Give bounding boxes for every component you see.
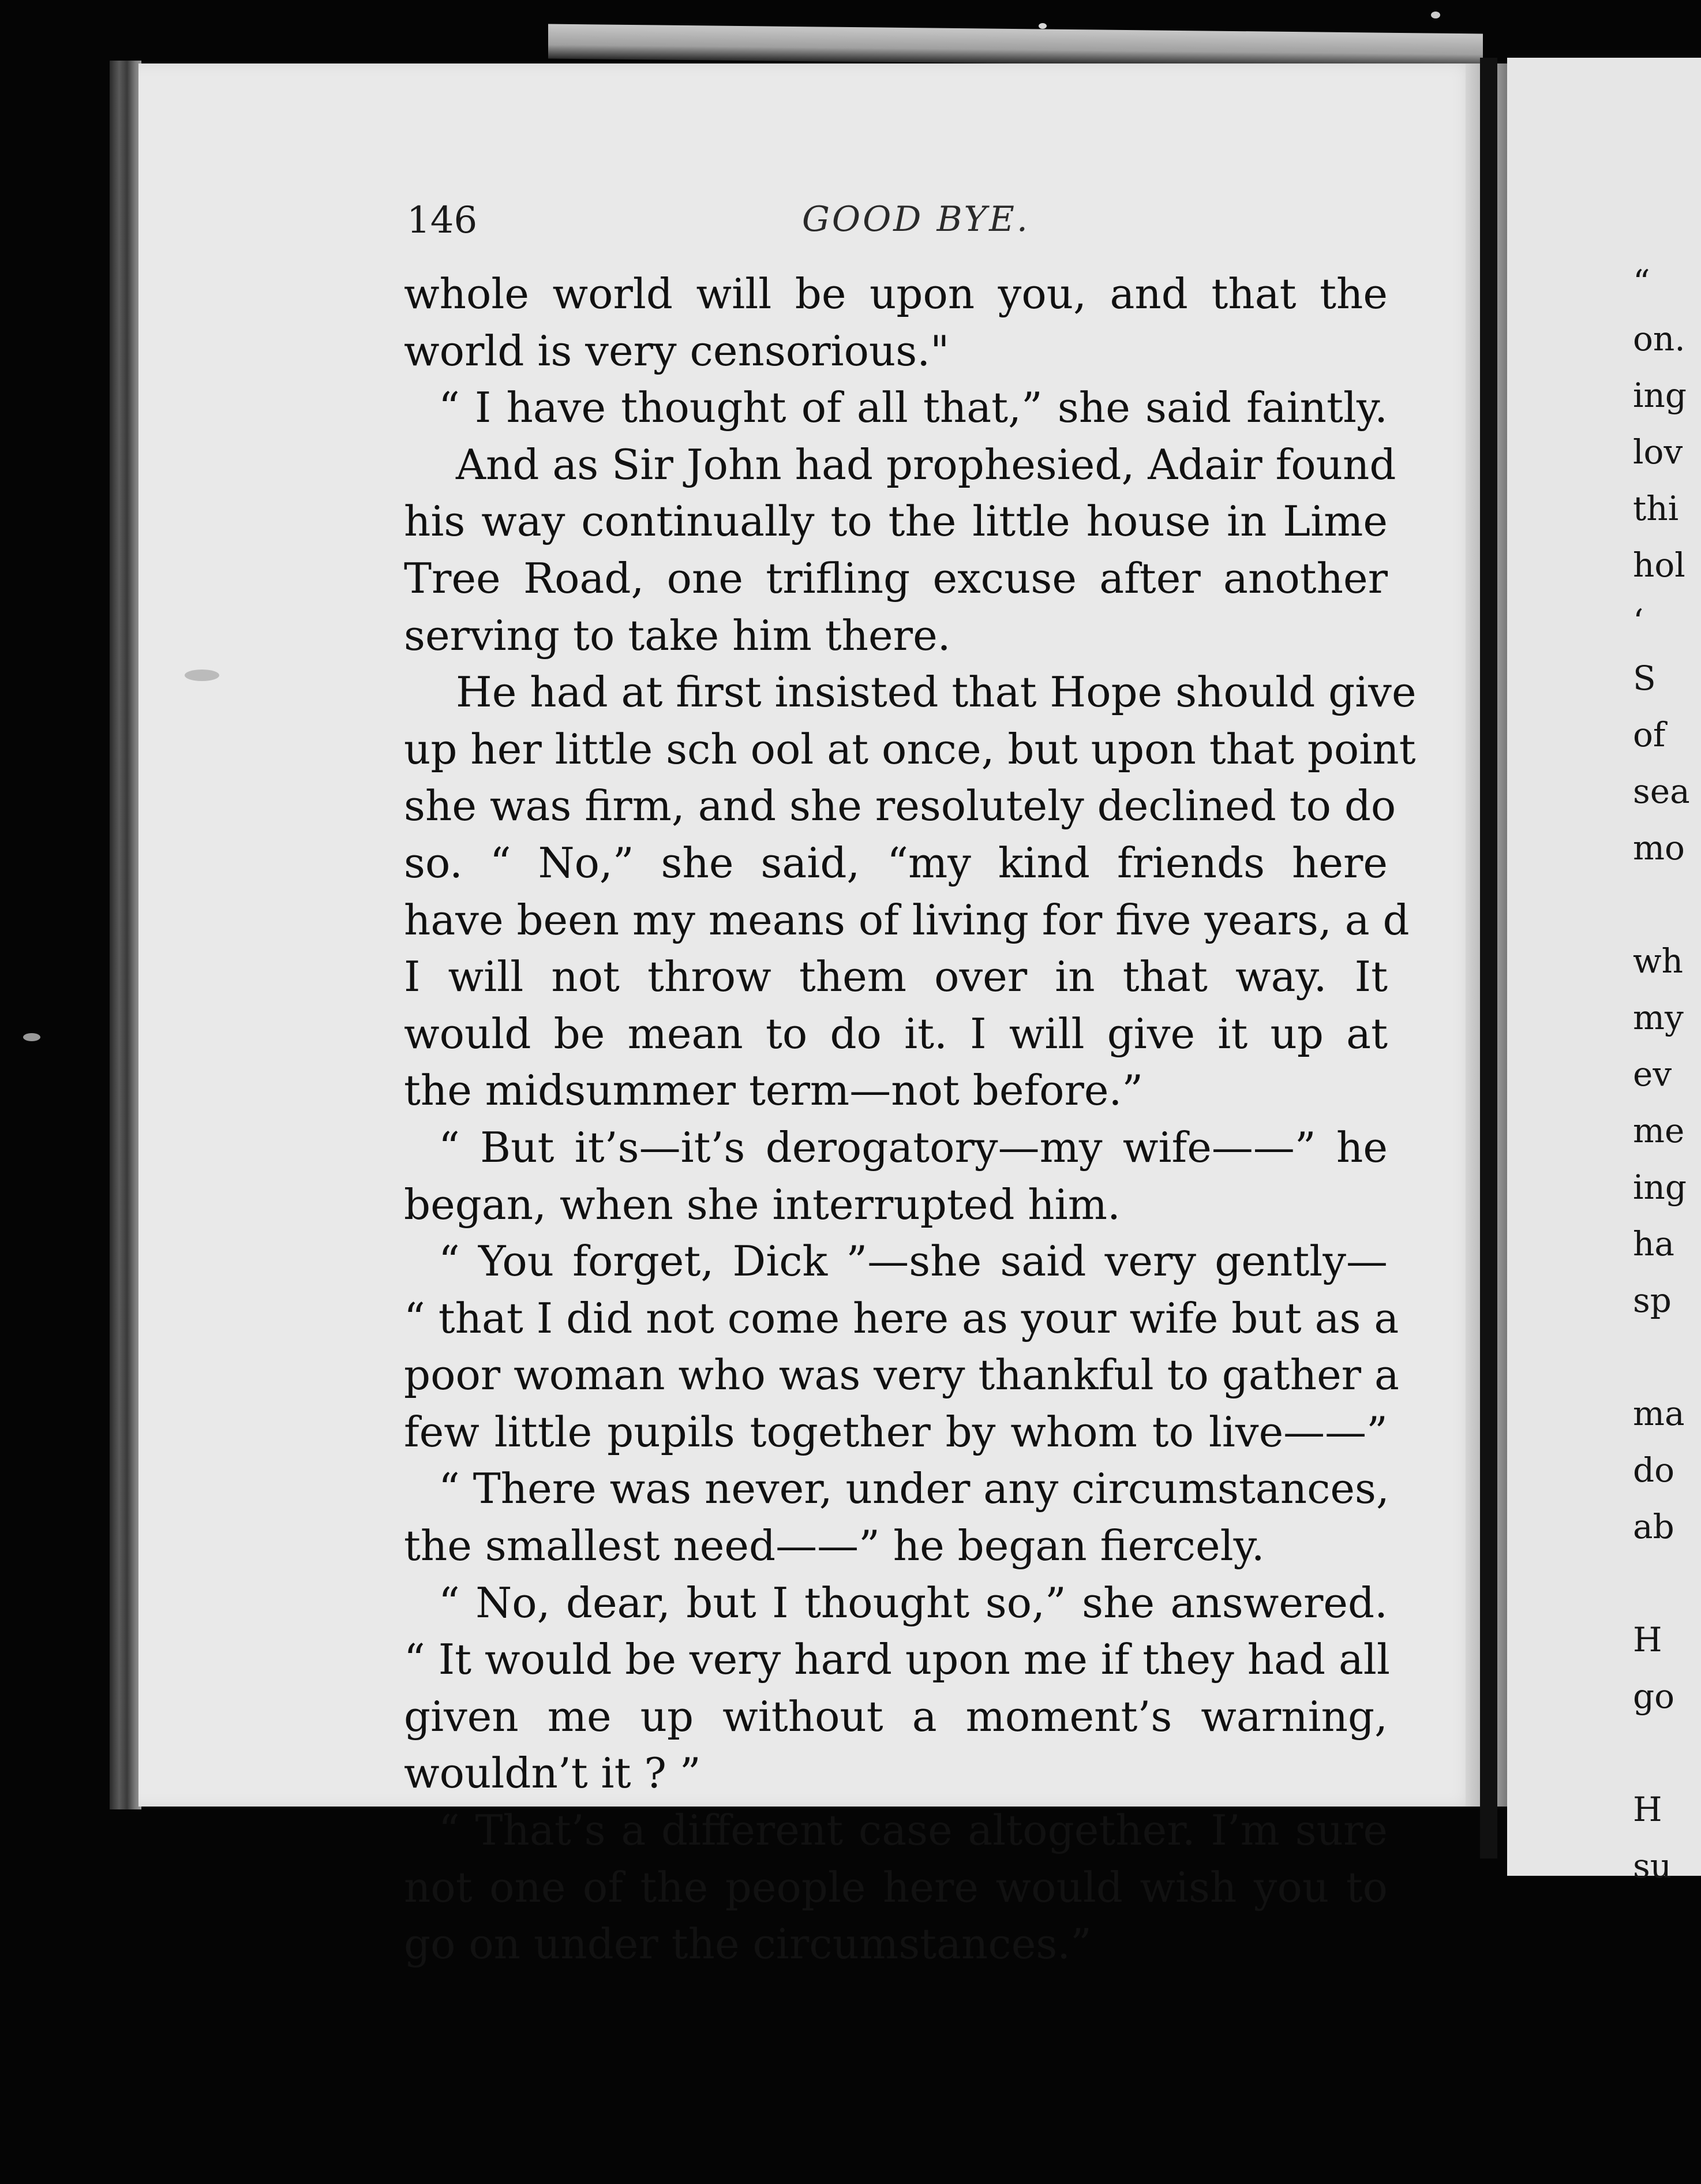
facing-line-fragment: wh bbox=[1633, 941, 1683, 981]
text-line: world is very censorious." bbox=[404, 326, 950, 375]
dust-speck bbox=[1431, 12, 1440, 18]
facing-line-fragment: sea bbox=[1633, 772, 1690, 811]
facing-line-fragment: ev bbox=[1633, 1054, 1672, 1094]
facing-line-fragment: go bbox=[1633, 1677, 1675, 1716]
text-line: so. “ No,” she said, “my kind friends here bbox=[404, 838, 1388, 887]
text-line: “ I have thought of all that,” she said faintly. bbox=[439, 383, 1388, 432]
page-number: 146 bbox=[407, 199, 478, 242]
facing-line-fragment bbox=[1633, 1329, 1690, 1385]
facing-line-fragment: ab bbox=[1633, 1507, 1674, 1546]
text-line: have been my means of living for five years, a d bbox=[404, 895, 1410, 944]
text-line: Tree Road, one trifling excuse after another bbox=[404, 554, 1388, 603]
facing-line-fragment bbox=[1633, 1555, 1690, 1611]
dust-speck bbox=[1039, 23, 1047, 29]
facing-line-fragment: do bbox=[1633, 1450, 1675, 1490]
facing-line-fragment: ‘ bbox=[1633, 602, 1644, 641]
running-title: GOOD BYE. bbox=[802, 199, 1031, 240]
text-line: his way continually to the little house in Lime bbox=[404, 497, 1388, 546]
facing-line-fragment: sp bbox=[1633, 1281, 1672, 1320]
facing-line-fragment: ing bbox=[1633, 376, 1687, 415]
facing-page-text bbox=[1633, 254, 1690, 1894]
text-line: go on under the circumstances.” bbox=[404, 1920, 1092, 1969]
text-line: “ But it’s—it’s derogatory—my wife——” he bbox=[439, 1123, 1388, 1172]
facing-line-fragment: on. bbox=[1633, 319, 1685, 358]
facing-line-fragment: ha bbox=[1633, 1224, 1674, 1263]
text-line: “ It would be very hard upon me if they had all bbox=[404, 1635, 1390, 1684]
facing-line-fragment: of bbox=[1633, 715, 1666, 754]
text-line: not one of the people here would wish you to bbox=[404, 1863, 1388, 1912]
text-line: the midsummer term—not before.” bbox=[404, 1066, 1144, 1115]
facing-line-fragment: me bbox=[1633, 1111, 1685, 1150]
text-line: given me up without a moment’s warning, bbox=[404, 1692, 1388, 1741]
facing-line-fragment: “ bbox=[1633, 263, 1650, 302]
text-line: “ that I did not come here as your wife but as a bbox=[404, 1293, 1399, 1342]
text-line: “ That’s a different case altogether. I’m sure bbox=[439, 1806, 1388, 1855]
facing-line-fragment: ing bbox=[1633, 1168, 1687, 1207]
text-line: I will not throw them over in that way. It bbox=[404, 952, 1388, 1001]
facing-line-fragment bbox=[1633, 1725, 1690, 1781]
text-line: “ You forget, Dick ”—she said very gently— bbox=[439, 1237, 1388, 1286]
facing-line-fragment: S bbox=[1633, 659, 1656, 698]
page-body-text bbox=[404, 265, 1417, 1973]
facing-line-fragment: hol bbox=[1633, 545, 1685, 585]
text-line: wouldn’t it ? ” bbox=[404, 1749, 701, 1798]
dust-speck bbox=[23, 1033, 40, 1041]
facing-line-fragment: my bbox=[1633, 998, 1684, 1037]
text-line: “ There was never, under any circumstances, bbox=[439, 1464, 1389, 1513]
dust-speck bbox=[185, 670, 219, 681]
book-spine-edge bbox=[110, 61, 141, 1809]
text-line: the smallest need——” he began fiercely. bbox=[404, 1521, 1265, 1570]
facing-line-fragment: thi bbox=[1633, 489, 1679, 528]
text-line: He had at first insisted that Hope should give bbox=[456, 668, 1417, 717]
text-line: And as Sir John had prophesied, Adair found bbox=[456, 440, 1396, 489]
facing-line-fragment: mo bbox=[1633, 828, 1685, 867]
facing-line-fragment: lov bbox=[1633, 432, 1683, 472]
facing-line-fragment bbox=[1633, 876, 1690, 933]
text-line: would be mean to do it. I will give it up at bbox=[404, 1009, 1388, 1058]
facing-line-fragment: H bbox=[1633, 1790, 1662, 1829]
text-line: poor woman who was very thankful to gather a bbox=[404, 1351, 1399, 1400]
page-top-edge bbox=[548, 24, 1483, 69]
text-line: began, when she interrupted him. bbox=[404, 1180, 1121, 1229]
text-line: she was firm, and she resolutely declined to do bbox=[404, 781, 1396, 831]
facing-line-fragment: H bbox=[1633, 1620, 1662, 1659]
facing-line-fragment: su bbox=[1633, 1846, 1672, 1886]
gutter bbox=[1480, 58, 1497, 1858]
text-line: whole world will be upon you, and that the bbox=[404, 270, 1388, 318]
text-line: up her little sch ool at once, but upon that point bbox=[404, 724, 1416, 773]
facing-line-fragment: ma bbox=[1633, 1394, 1685, 1433]
text-line: serving to take him there. bbox=[404, 611, 951, 660]
text-line: “ No, dear, but I thought so,” she answered. bbox=[439, 1578, 1388, 1627]
text-line: few little pupils together by whom to live——” bbox=[404, 1407, 1388, 1456]
